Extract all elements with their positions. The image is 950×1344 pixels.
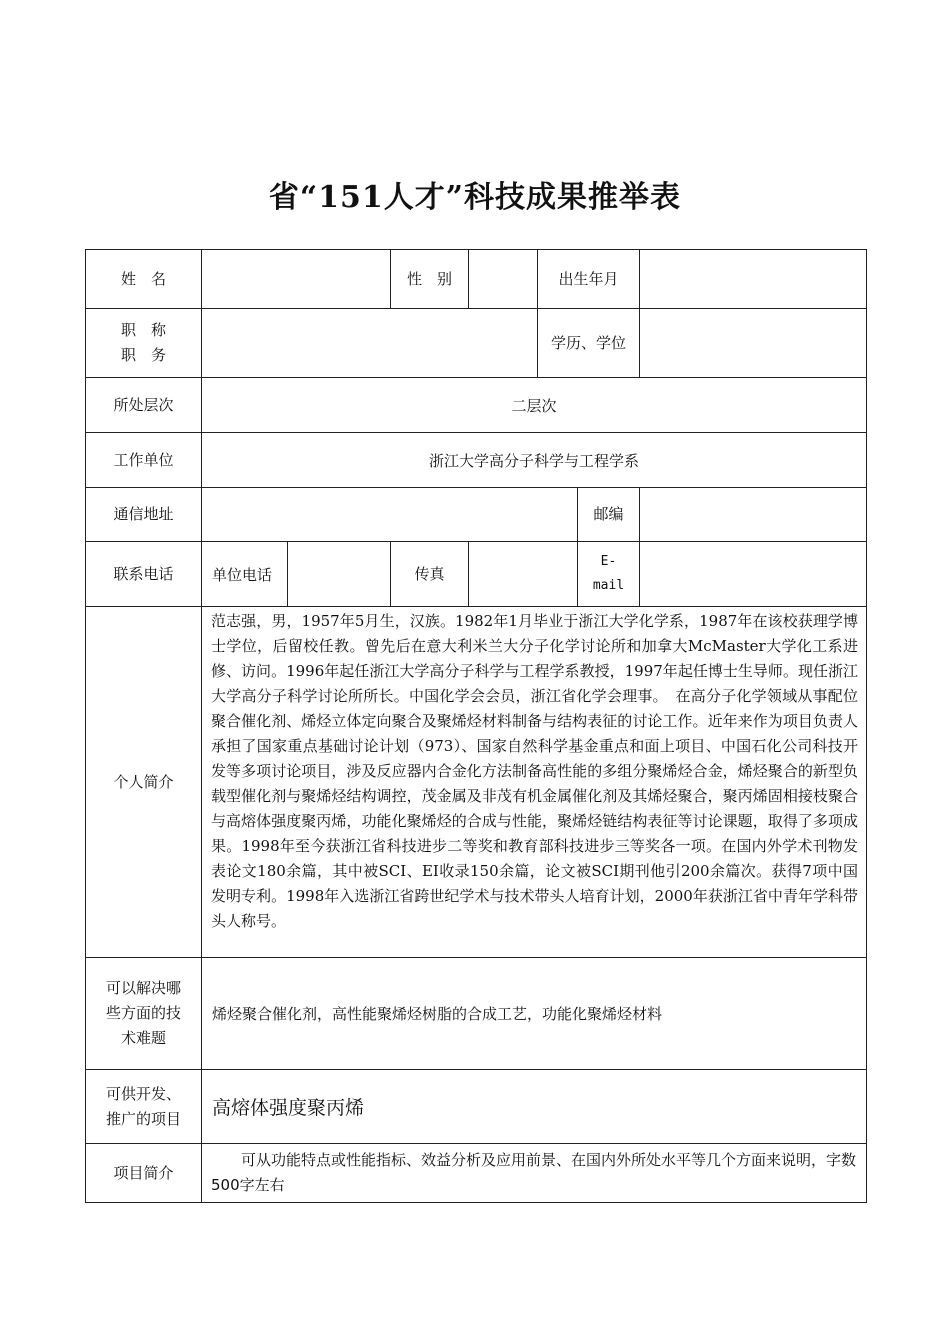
label-work-phone: 单位电话: [202, 542, 288, 607]
label-email-line1: E-: [600, 554, 617, 569]
field-postcode[interactable]: [640, 488, 867, 542]
value-bio: 范志强，男，1957年5月生，汉族。1982年1月毕业于浙江大学化学系，1987年在该校获理学博士学位，后留校任教。曾先后在意大利米兰大分子化学讨论所和加拿大McMaster大学化工系进修、访问。1996年起任浙江大学高分子科学与工程学系教授，1997年起任博士生导师。现任浙江大学高分子科学讨论所所长。中国化学会会员，浙江省化学会理事。 在高分子化学领域从事配位聚合催化剂、烯烃立体定向聚合及聚烯烃材料制备与结构表征的讨论工作。近年来作为项目负责人承担了国家重点基础讨论计划（973）、国家自然科学基金重点和面上项目、中国石化公司科技开发等多项讨论项目，涉及反应器内合金化方法制备高性能的多组分聚烯烃合金，烯烃聚合的新型负载型催化剂与聚烯烃结构调控，茂金属及非茂有机金属催化剂及其烯烃聚合，聚丙烯固相接枝聚合与高熔体强度聚丙烯，功能化聚烯烃的合成与性能，聚烯烃链结构表征等讨论课题，取得了多项成果。1998年至今获浙江省科技进步二等奖和教育部科技进步三等奖各一项。在国内外学术刊物发表论文180余篇，其中被SCI、EI收录150余篇，论文被SCI期刊他引200余篇次。获得7项中国发明专利。1998年入选浙江省跨世纪学术与技术带头人培育计划，2000年获浙江省中青年学科带头人称号。: [202, 607, 867, 958]
field-fax[interactable]: [469, 542, 578, 607]
field-address[interactable]: [202, 488, 578, 542]
value-problems: 烯烃聚合催化剂，高性能聚烯烃树脂的合成工艺，功能化聚烯烃材料: [202, 958, 867, 1070]
row-projects: [86, 1070, 867, 1144]
row-phone: [86, 542, 867, 607]
field-work-phone[interactable]: [288, 542, 391, 607]
label-problems-line2: 些方面的技: [105, 1004, 181, 1022]
value-employer: 浙江大学高分子科学与工程学系: [202, 433, 867, 488]
label-bio: 个人简介: [86, 607, 202, 958]
label-address: 通信地址: [86, 488, 202, 542]
label-problems-line3: 术难题: [120, 1029, 166, 1047]
label-projects-line1: 可供开发、: [105, 1084, 181, 1103]
label-gender: 性 别: [391, 250, 469, 309]
field-email[interactable]: [640, 542, 867, 607]
field-title-duty[interactable]: [202, 309, 538, 378]
row-name: [86, 250, 867, 309]
row-address: [86, 488, 867, 542]
row-project-intro: [86, 1144, 867, 1203]
row-title-duty: [86, 309, 867, 378]
label-email-line2: mail: [592, 578, 625, 593]
label-level: 所处层次: [86, 378, 202, 433]
nomination-form-table: [85, 249, 867, 1203]
label-email: [578, 542, 640, 607]
label-project-intro: 项目简介: [86, 1144, 202, 1203]
label-problems-line1: 可以解决哪: [105, 979, 181, 997]
label-education: 学历、学位: [538, 309, 640, 378]
label-projects: [86, 1070, 202, 1144]
label-duty: 职 务: [120, 346, 166, 364]
label-postcode: 邮编: [578, 488, 640, 542]
label-projects-line2: 推广的项目: [105, 1109, 181, 1128]
field-name[interactable]: [202, 250, 391, 309]
row-employer: [86, 433, 867, 488]
label-problems: [86, 958, 202, 1070]
field-gender[interactable]: [469, 250, 538, 309]
label-title: 职 称: [120, 321, 166, 339]
label-name: 姓 名: [86, 250, 202, 309]
label-fax: 传真: [391, 542, 469, 607]
value-project-intro: 可从功能特点或性能指标、效益分析及应用前景、在国内外所处水平等几个方面来说明，字数500字左右: [202, 1144, 867, 1203]
field-birth[interactable]: [640, 250, 867, 309]
row-level: [86, 378, 867, 433]
page-title: 省“151人才”科技成果推举表: [268, 180, 682, 215]
value-projects: 高熔体强度聚丙烯: [202, 1070, 867, 1144]
label-phone: 联系电话: [86, 542, 202, 607]
field-education[interactable]: [640, 309, 867, 378]
label-birth: 出生年月: [538, 250, 640, 309]
label-employer: 工作单位: [86, 433, 202, 488]
label-title-duty: [86, 309, 202, 378]
row-problems: [86, 958, 867, 1070]
row-bio: [86, 607, 867, 958]
value-level: 二层次: [202, 378, 867, 433]
